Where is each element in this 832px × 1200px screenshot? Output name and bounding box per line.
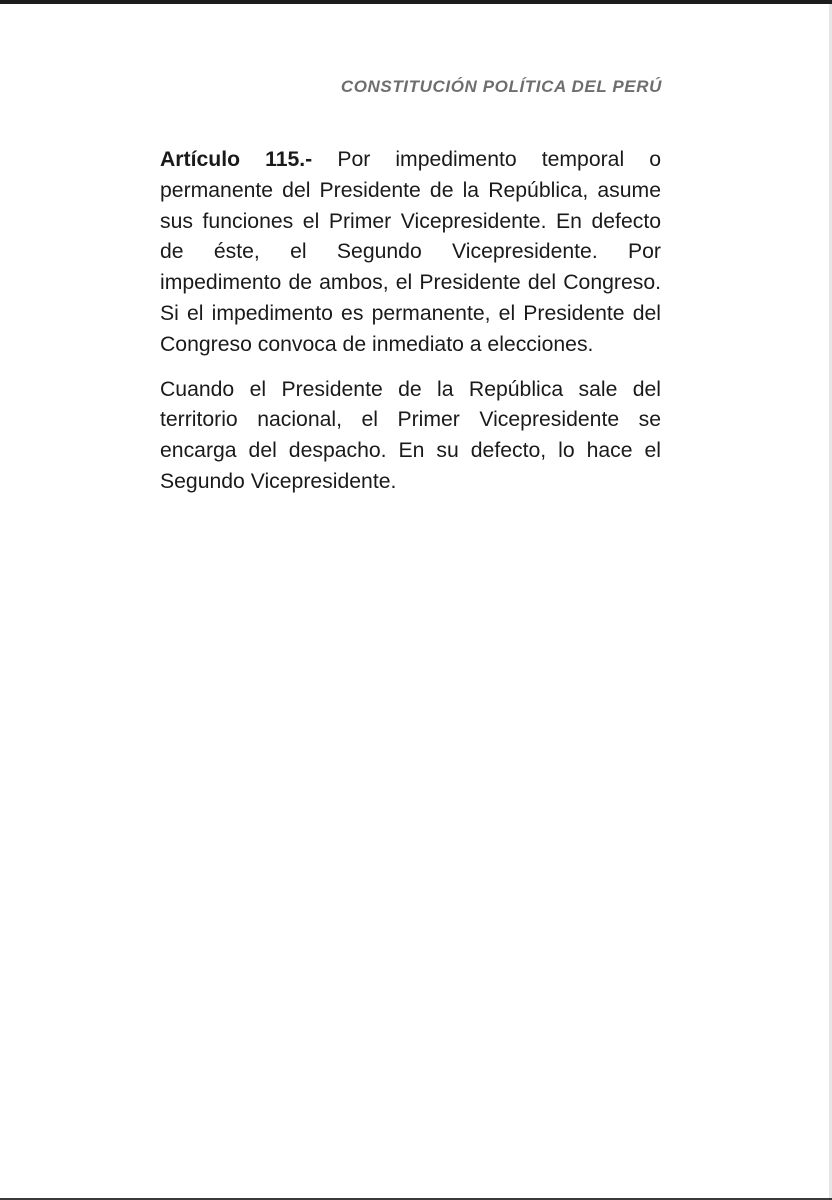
article-label: Artículo 115.- (160, 148, 313, 171)
running-header: CONSTITUCIÓN POLÍTICA DEL PERÚ (340, 77, 662, 96)
article-115 (160, 145, 661, 498)
top-border (0, 0, 832, 4)
article-paragraph-1 (160, 145, 661, 361)
article-paragraph-2-text: Cuando el Presidente de la República sale del territorio nacional, el Primer Vicepresidente se encarga del despacho. En su defecto, lo hace el Segundo Vicepresidente. (160, 377, 661, 493)
article-paragraph-2 (160, 375, 661, 498)
article-paragraph-1-text: Por impedimento temporal o permanente del Presidente de la República, asume sus funciones el Primer Vicepresidente. En defecto de éste, el Segundo Vicepresidente. Por impedimento de ambos, el Presidente del Congreso. Si el impedimento es permanente, el Presidente del Congreso convoca de inmediato a elecciones. (160, 148, 661, 356)
